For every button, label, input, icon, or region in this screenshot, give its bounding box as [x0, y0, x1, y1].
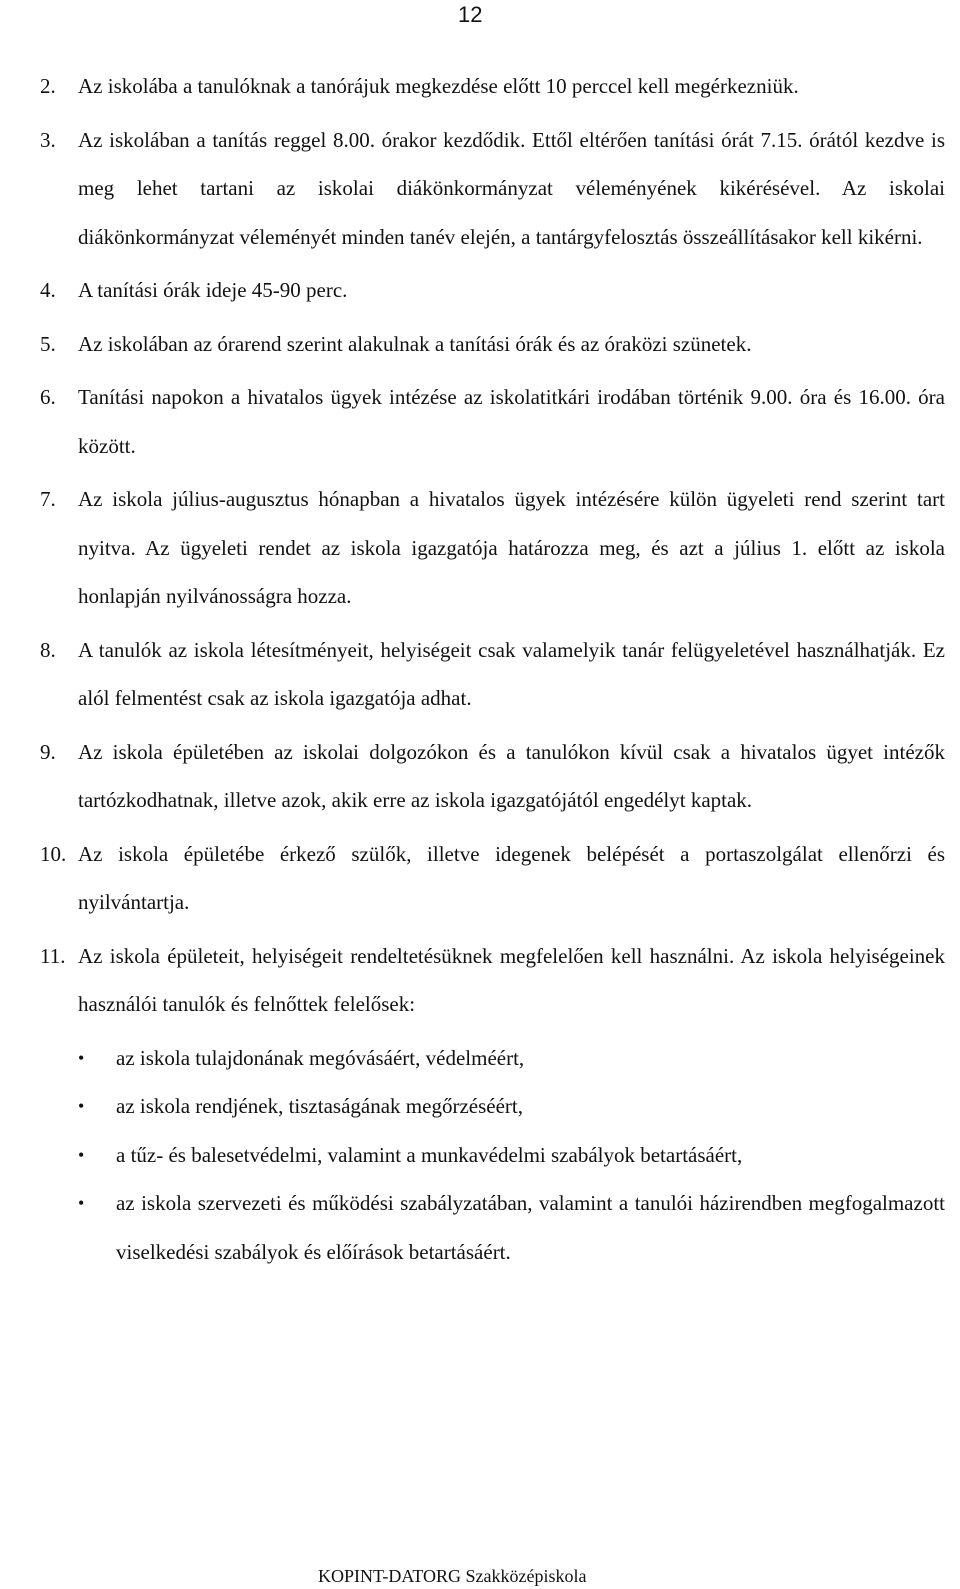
list-item [40, 266, 945, 315]
list-item [40, 116, 945, 262]
bullet-icon: • [78, 1096, 85, 1116]
bullet-text: a tűz- és balesetvédelmi, valamint a munkavédelmi szabályok betartásáért, [116, 1142, 743, 1167]
page-number: 12 [458, 2, 483, 27]
item-number: 2. [40, 74, 56, 98]
item-number: 6. [40, 385, 56, 409]
page-footer: KOPINT-DATORG Szakközépiskola [318, 1566, 587, 1586]
bullet-item [78, 1034, 945, 1083]
list-item [40, 62, 945, 111]
item-number: 3. [40, 127, 56, 152]
item-text: A tanulók az iskola létesítményeit, helyiségeit csak valamelyik tanár felügyeletével használhatják. Ez alól felmentést csak az iskola igazgatója adhat. [78, 637, 945, 710]
item-text: Az iskolába a tanulóknak a tanórájuk megkezdése előtt 10 perccel kell megérkezniük. [78, 74, 799, 98]
item-text: Az iskola épületébe érkező szülők, illetve idegenek belépését a portaszolgálat ellenőrzi és nyilvántartja. [78, 841, 945, 914]
bullet-item [78, 1179, 945, 1276]
bullet-item [78, 1131, 945, 1180]
item-text: A tanítási órák ideje 45-90 perc. [78, 278, 348, 302]
item-number: 7. [40, 487, 56, 511]
item-text: Az iskolában az órarend szerint alakulnak a tanítási órák és az óraközi szünetek. [78, 331, 752, 356]
bullet-icon: • [78, 1193, 85, 1213]
bullet-icon: • [78, 1047, 85, 1068]
list-item [40, 728, 945, 825]
item-number: 10. [40, 841, 67, 866]
bullet-text: az iskola rendjének, tisztaságának megőrzéséért, [116, 1094, 523, 1118]
bullet-icon: • [78, 1144, 85, 1165]
list-item [40, 373, 945, 470]
item-number: 8. [40, 637, 56, 662]
list-item [40, 626, 945, 723]
item-text: Az iskolában a tanítás reggel 8.00. órakor kezdődik. Ettől eltérően tanítási órát 7.15. órától kezdve is meg lehet tartani az iskolai diákönkormányzat véleményének kikérésével. Az iskolai diákönkormányzat véleményét minden tanév elején, a tantárgyfelosztás összeállításakor kell kikérni. [78, 127, 945, 249]
item-text: Az iskola épületeit, helyiségeit rendeltetésüknek megfelelően kell használni. Az iskola helyiségeinek használói tanulók és felnőttek felelősek: [78, 943, 945, 1016]
bullet-text: az iskola tulajdonának megóvásáért, védelméért, [116, 1045, 525, 1070]
item-text: Tanítási napokon a hivatalos ügyek intézése az iskolatitkári irodában történik 9.00. óra és 16.00. óra között. [78, 385, 945, 458]
item-number: 5. [40, 331, 56, 356]
item-number: 4. [40, 278, 56, 302]
item-text: Az iskola épületében az iskolai dolgozókon és a tanulókon kívül csak a hivatalos ügyet intézők tartózkodhatnak, illetve azok, akik erre az iskola igazgatójától engedélyt kaptak. [78, 739, 945, 812]
item-number: 11. [40, 943, 66, 968]
list-item [40, 932, 945, 1029]
bullet-item [78, 1082, 945, 1131]
item-text: Az iskola július-augusztus hónapban a hivatalos ügyek intézésére külön ügyeleti rend szerint tart nyitva. Az ügyeleti rendet az iskola igazgatója határozza meg, és azt a július 1. előtt az iskola honlapján nyilvánosságra hozza. [78, 487, 945, 608]
list-item [40, 320, 945, 369]
item-number: 9. [40, 739, 56, 764]
list-item [40, 475, 945, 621]
body-text [40, 62, 945, 1276]
bullet-text: az iskola szervezeti és működési szabályzatában, valamint a tanulói házirendben megfogalmazott viselkedési szabályok és előírások betartásáért. [116, 1191, 945, 1264]
list-item [40, 830, 945, 927]
bullet-list [40, 1034, 945, 1277]
